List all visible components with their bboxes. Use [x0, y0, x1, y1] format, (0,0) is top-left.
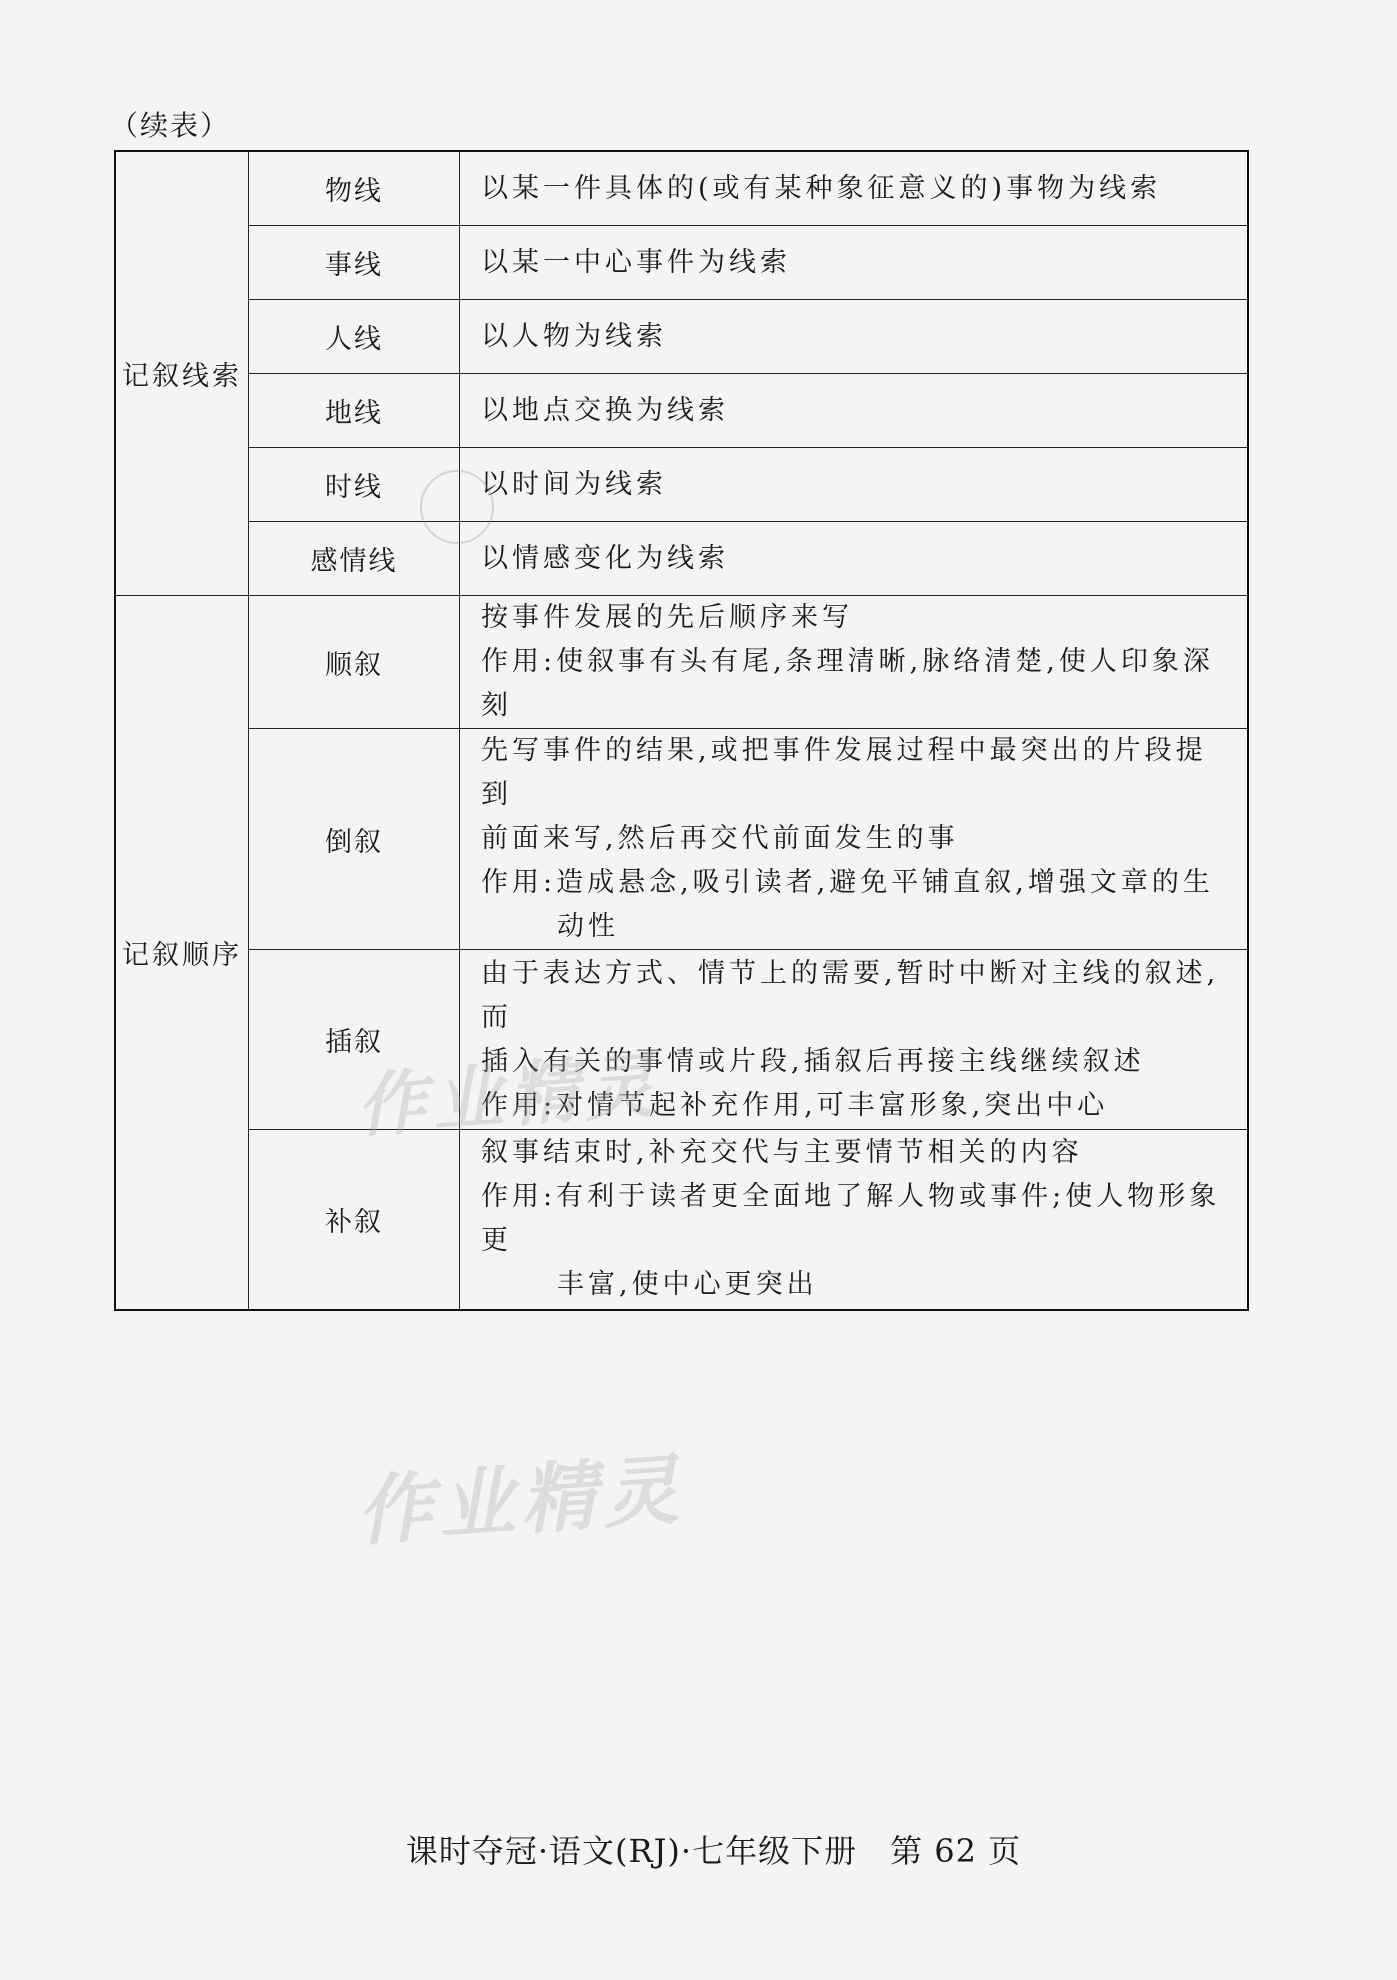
desc-line: 由于表达方式、情节上的需要,暂时中断对主线的叙述,而	[481, 957, 1220, 1033]
watermark-stamp	[420, 470, 494, 544]
row-name: 插叙	[249, 950, 460, 1130]
row-name: 人线	[249, 300, 460, 374]
desc-line: 以某一件具体的(或有某种象征意义的)事物为线索	[481, 172, 1162, 204]
table-row	[115, 448, 1248, 522]
row-description	[460, 1130, 1249, 1310]
row-name: 物线	[249, 151, 460, 226]
group-label: 记叙顺序	[115, 596, 249, 1310]
row-name: 时线	[249, 448, 460, 522]
continued-label: （续表）	[110, 109, 231, 142]
table-row	[115, 522, 1248, 596]
desc-line: 以地点交换为线索	[481, 394, 729, 426]
desc-line: 按事件发展的先后顺序来写	[481, 602, 853, 633]
table-row	[115, 226, 1248, 300]
row-description	[460, 522, 1249, 596]
desc-line: 以时间为线索	[481, 468, 667, 500]
desc-line: 作用:有利于读者更全面地了解人物或事件;使人物形象更	[481, 1181, 1221, 1257]
table-row	[115, 1130, 1248, 1310]
row-name: 地线	[249, 374, 460, 448]
desc-line: 丰富,使中心更突出	[557, 1269, 818, 1301]
row-name: 顺叙	[249, 596, 460, 729]
narrative-table	[114, 150, 1249, 1311]
desc-line: 以某一中心事件为线索	[481, 246, 791, 278]
row-name: 补叙	[249, 1130, 460, 1310]
row-description	[460, 596, 1249, 729]
desc-line: 作用:对情节起补充作用,可丰富形象,突出中心	[481, 1089, 1109, 1121]
page-footer: 课时夺冠·语文(RJ)·七年级下册 第 62 页	[405, 1832, 1022, 1870]
table-row	[115, 950, 1248, 1130]
desc-line: 叙事结束时,补充交代与主要情节相关的内容	[481, 1137, 1083, 1169]
watermark: 作业精灵	[353, 1044, 663, 1148]
table-row	[115, 151, 1248, 226]
desc-line: 动性	[557, 911, 619, 942]
desc-line: 先写事件的结果,或把事件发展过程中最突出的片段提到	[481, 735, 1207, 810]
row-name: 感情线	[249, 522, 460, 596]
row-description	[460, 300, 1249, 374]
row-description	[460, 729, 1249, 950]
desc-line: 插入有关的事情或片段,插叙后再接主线继续叙述	[481, 1045, 1145, 1077]
desc-line: 作用:造成悬念,吸引读者,避免平铺直叙,增强文章的生	[481, 867, 1214, 898]
table-row	[115, 729, 1248, 950]
row-description	[460, 950, 1249, 1130]
desc-line: 作用:使叙事有头有尾,条理清晰,脉络清楚,使人印象深刻	[481, 646, 1214, 721]
desc-line: 前面来写,然后再交代前面发生的事	[481, 823, 959, 854]
row-description	[460, 374, 1249, 448]
table-row	[115, 374, 1248, 448]
row-description	[460, 151, 1249, 226]
group-label: 记叙线索	[115, 151, 249, 596]
table-row	[115, 596, 1248, 729]
row-name: 倒叙	[249, 729, 460, 950]
desc-line: 以情感变化为线索	[481, 542, 729, 574]
table-row	[115, 300, 1248, 374]
row-description	[460, 226, 1249, 300]
row-description	[460, 448, 1249, 522]
row-name: 事线	[249, 226, 460, 300]
watermark: 作业精灵	[353, 1444, 688, 1557]
desc-line: 以人物为线索	[481, 320, 667, 352]
